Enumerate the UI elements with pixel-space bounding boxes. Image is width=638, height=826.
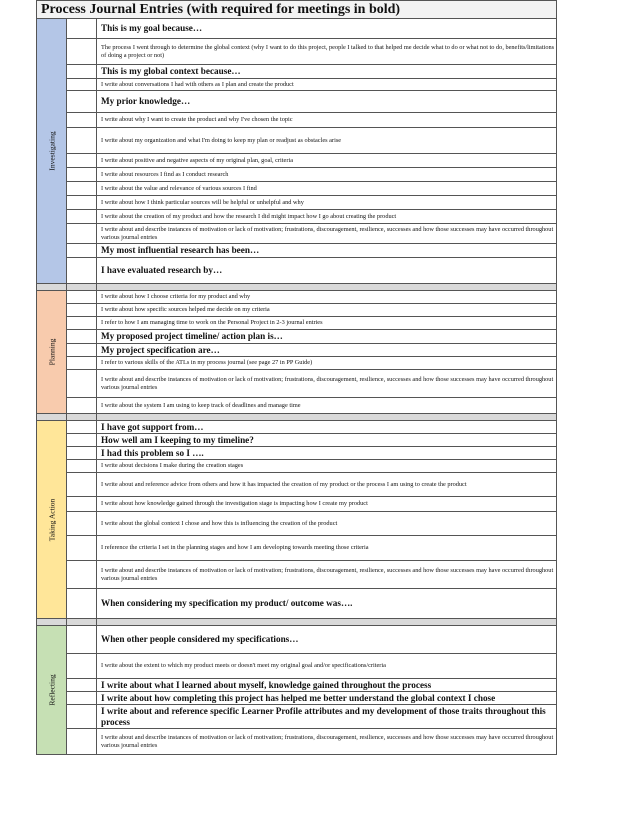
entry-prompt: I write about the extent to which my product meets or doesn't meet my original goal and/or specifications/criteria <box>97 654 557 679</box>
stage-label: Taking Action <box>47 498 56 541</box>
entry-prompt: I write about and describe instances of motivation or lack of motivation; frustrations, discouragement, resilience, successes and how those successes may have occurred throughout various journal entries <box>97 561 557 589</box>
entry-prompt: How well am I keeping to my timeline? <box>97 434 557 447</box>
entry-prompt: This is my global context because… <box>97 65 557 79</box>
checkbox-cell[interactable] <box>67 79 97 91</box>
checkbox-cell[interactable] <box>67 128 97 154</box>
checkbox-cell[interactable] <box>67 398 97 414</box>
checkbox-cell[interactable] <box>67 460 97 473</box>
entry-prompt: My proposed project timeline/ action plan is… <box>97 330 557 344</box>
entry-prompt: I write about and describe instances of motivation or lack of motivation; frustrations, discouragement, resilience, successes and how those successes may have occurred throughout various journal entries <box>97 224 557 244</box>
checkbox-cell[interactable] <box>67 258 97 284</box>
checkbox-cell[interactable] <box>67 304 97 317</box>
entry-prompt: I write about how completing this project has helped me better understand the global context I chose <box>97 692 557 705</box>
entry-prompt: I write about my organization and what I'm doing to keep my plan or readjust as obstacles arise <box>97 128 557 154</box>
checkbox-cell[interactable] <box>67 168 97 182</box>
checkbox-cell[interactable] <box>67 561 97 589</box>
entry-prompt: I write about resources I find as I conduct research <box>97 168 557 182</box>
entry-prompt: I write about how I think particular sources will be helpful or unhelpful and why <box>97 196 557 210</box>
checkbox-cell[interactable] <box>67 357 97 370</box>
checkbox-cell[interactable] <box>67 291 97 304</box>
process-journal-sheet <box>36 0 556 755</box>
entry-prompt: I refer to how I am managing time to work on the Personal Project in 2-3 journal entries <box>97 317 557 330</box>
entry-prompt: I had this problem so I …. <box>97 447 557 460</box>
entry-prompt: I have got support from… <box>97 421 557 434</box>
checkbox-cell[interactable] <box>67 317 97 330</box>
checkbox-cell[interactable] <box>67 729 97 755</box>
entry-prompt: I write about and reference specific Learner Profile attributes and my development of those traits throughout this process <box>97 705 557 729</box>
stage-reflecting <box>37 626 67 755</box>
entry-prompt: I write about how knowledge gained through the investigation stage is impacting how I create my product <box>97 497 557 512</box>
stage-planning <box>37 291 67 414</box>
journal-table <box>36 0 557 755</box>
checkbox-cell[interactable] <box>67 421 97 434</box>
entry-prompt: When other people considered my specifications… <box>97 626 557 654</box>
stage-investigating <box>37 19 67 284</box>
checkbox-cell[interactable] <box>67 434 97 447</box>
checkbox-cell[interactable] <box>67 626 97 654</box>
checkbox-cell[interactable] <box>67 65 97 79</box>
checkbox-cell[interactable] <box>67 182 97 196</box>
entry-prompt: This is my goal because… <box>97 19 557 39</box>
entry-prompt: My project specification are… <box>97 344 557 357</box>
checkbox-cell[interactable] <box>67 224 97 244</box>
entry-prompt: I write about and describe instances of motivation or lack of motivation; frustrations, discouragement, resilience, successes and how those successes may have occurred throughout various journal entries <box>97 370 557 398</box>
section-separator <box>37 619 557 626</box>
page-title: Process Journal Entries (with required for meetings in bold) <box>37 1 557 19</box>
entry-prompt: I refer to various skills of the ATLs in my process journal (see page 27 in PP Guide) <box>97 357 557 370</box>
checkbox-cell[interactable] <box>67 370 97 398</box>
entry-prompt: I write about how specific sources helped me decide on my criteria <box>97 304 557 317</box>
entry-prompt: I write about and describe instances of motivation or lack of motivation; frustrations, discouragement, resilience, successes and how those successes may have occurred throughout various journal entries <box>97 729 557 755</box>
entry-prompt: My prior knowledge… <box>97 91 557 113</box>
section-separator <box>37 414 557 421</box>
checkbox-cell[interactable] <box>67 113 97 128</box>
section-separator <box>37 284 557 291</box>
checkbox-cell[interactable] <box>67 196 97 210</box>
checkbox-cell[interactable] <box>67 473 97 497</box>
checkbox-cell[interactable] <box>67 330 97 344</box>
checkbox-cell[interactable] <box>67 497 97 512</box>
entry-prompt: My most influential research has been… <box>97 244 557 258</box>
entry-prompt: I write about conversations I had with others as I plan and create the product <box>97 79 557 91</box>
stage-label: Reflecting <box>47 674 56 706</box>
checkbox-cell[interactable] <box>67 344 97 357</box>
entry-prompt: I have evaluated research by… <box>97 258 557 284</box>
checkbox-cell[interactable] <box>67 679 97 692</box>
entry-prompt: I write about the system I am using to keep track of deadlines and manage time <box>97 398 557 414</box>
entry-prompt: I write about how I choose criteria for my product and why <box>97 291 557 304</box>
stage-label: Investigating <box>47 131 56 171</box>
checkbox-cell[interactable] <box>67 91 97 113</box>
checkbox-cell[interactable] <box>67 39 97 65</box>
checkbox-cell[interactable] <box>67 536 97 561</box>
checkbox-cell[interactable] <box>67 512 97 536</box>
checkbox-cell[interactable] <box>67 692 97 705</box>
checkbox-cell[interactable] <box>67 705 97 729</box>
entry-prompt: I write about why I want to create the product and why I've chosen the topic <box>97 113 557 128</box>
checkbox-cell[interactable] <box>67 210 97 224</box>
entry-prompt: I write about decisions I make during the creation stages <box>97 460 557 473</box>
checkbox-cell[interactable] <box>67 244 97 258</box>
stage-label: Planning <box>47 338 56 366</box>
entry-prompt: The process I went through to determine the global context (why I want to do this project, people I talked to that helped me decide what to do or what not to do, benefits/limitations of doing a project or not) <box>97 39 557 65</box>
entry-prompt: I write about and reference advice from others and how it has impacted the creation of my product or the process I am using to create the product <box>97 473 557 497</box>
checkbox-cell[interactable] <box>67 154 97 168</box>
checkbox-cell[interactable] <box>67 19 97 39</box>
entry-prompt: I reference the criteria I set in the planning stages and how I am developing towards meeting those criteria <box>97 536 557 561</box>
entry-prompt: I write about the value and relevance of various sources I find <box>97 182 557 196</box>
entry-prompt: I write about the global context I chose and how this is influencing the creation of the product <box>97 512 557 536</box>
entry-prompt: I write about what I learned about myself, knowledge gained throughout the process <box>97 679 557 692</box>
entry-prompt: I write about the creation of my product and how the research I did might impact how I go about creating the product <box>97 210 557 224</box>
stage-taking-action <box>37 421 67 619</box>
checkbox-cell[interactable] <box>67 654 97 679</box>
entry-prompt: When considering my specification my product/ outcome was…. <box>97 589 557 619</box>
entry-prompt: I write about positive and negative aspects of my original plan, goal, criteria <box>97 154 557 168</box>
checkbox-cell[interactable] <box>67 447 97 460</box>
checkbox-cell[interactable] <box>67 589 97 619</box>
